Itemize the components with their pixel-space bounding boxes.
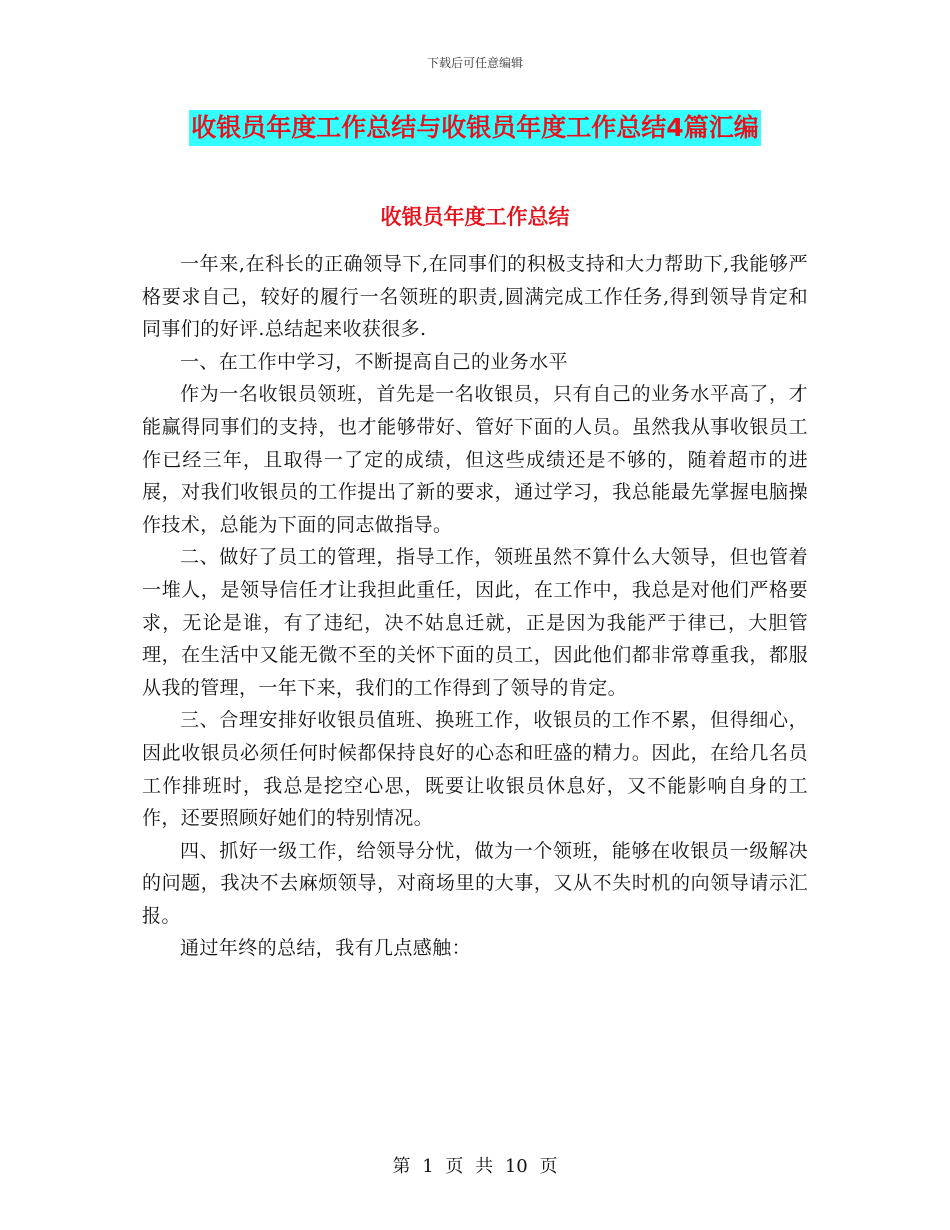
section-title: 收银员年度工作总结: [380, 205, 570, 229]
page-number-footer: 第 1 页 共 10 页: [392, 1156, 558, 1177]
paragraph-intro: 一年来,在科长的正确领导下,在同事们的积极支持和大力帮助下,我能够严格要求自己，较好的履行一名领班的职责,圆满完成工作任务,得到领导肯定和同事们的好评.总结起来收获很多.: [142, 253, 808, 341]
document-body: [142, 248, 808, 965]
paragraph-scheduling: 三、合理安排好收银员值班、换班工作，收银员的工作不累，但得细心，因此收银员必须任何时候都保持良好的心态和旺盛的精力。因此，在给几名员工作排班时，我总是挖空心思，既要让收银员休息好，又不能影响自身的工作，还要照顾好她们的特别情况。: [142, 709, 808, 830]
paragraph-management: 二、做好了员工的管理，指导工作，领班虽然不算什么大领导，但也管着一堆人，是领导信任才让我担此重任，因此，在工作中，我总是对他们严格要求，无论是谁，有了违纪，决不姑息迁就，正是因为我能严于律已，大胆管理，在生活中又能无微不至的关怀下面的员工，因此他们都非常尊重我，都服从我的管理，一年下来，我们的工作得到了领导的肯定。: [142, 546, 808, 699]
paragraph-conclusion-lead: 通过年终的总结，我有几点感触：: [180, 937, 472, 960]
paragraph-support: 四、抓好一级工作，给领导分忧，做为一个领班，能够在收银员一级解决的问题，我决不去麻烦领导，对商场里的大事，又从不失时机的向领导请示汇报。: [142, 839, 808, 927]
paragraph-study: 作为一名收银员领班，首先是一名收银员，只有自己的业务水平高了，才能赢得同事们的支持，也才能够带好、管好下面的人员。虽然我从事收银员工作已经三年，且取得一了定的成绩，但这些成绩还是不够的，随着超市的进展，对我们收银员的工作提出了新的要求，通过学习，我总能最先掌握电脑操作技术，总能为下面的同志做指导。: [142, 383, 808, 536]
main-title-wrap: [0, 110, 950, 146]
paragraph-heading-one: 一、在工作中学习，不断提高自己的业务水平: [180, 350, 569, 373]
header-note: 下载后可任意编辑: [426, 56, 523, 70]
main-title: 收银员年度工作总结与收银员年度工作总结4篇汇编: [189, 110, 760, 146]
